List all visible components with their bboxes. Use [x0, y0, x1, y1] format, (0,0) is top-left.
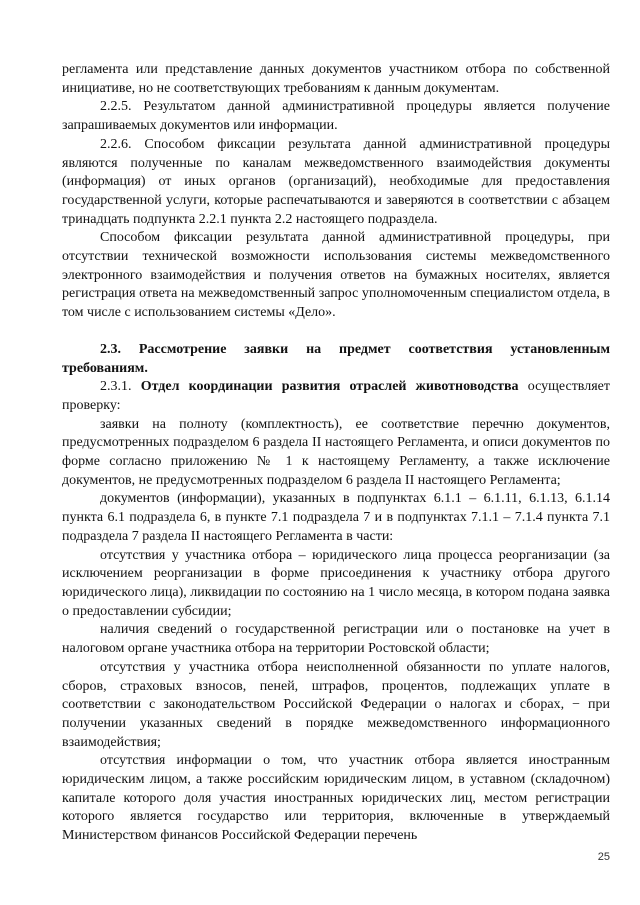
section-heading-2-3: 2.3. Рассмотрение заявки на предмет соответствия установленным требованиям. — [62, 341, 610, 376]
paragraph-2-3-1-number: 2.3.1. — [100, 379, 141, 395]
paragraph-continuation: регламента или представление данных документов участником отбора по собственной инициативе, но не соответствующих требованиям к данным документам. — [62, 62, 610, 96]
paragraph-foreign-entity: отсутствия информации о том, что участник отбора является иностранным юридическим лицом, а также российским юридическим лицом, в уставном (складочном) капитале которого доля участия иностранных юридических лиц, местом регистрации которого является государство или территория, включенные в утверждаемый Министерством финансов Российской Федерации перечень — [62, 753, 610, 844]
paragraph-2-2-5: 2.2.5. Результатом данной административной процедуры является получение запрашиваемых документов или информации. — [62, 99, 610, 134]
department-name: Отдел координации развития отраслей животноводства — [140, 379, 519, 395]
paragraph-fixation-method: Способом фиксации результата данной административной процедуры, при отсутствии технической возможности использования системы межведомственного электронного взаимодействия и получения ответов на бумажных носителях, является регистрация ответа на межведомственный запрос уполномоченным специалистом отдела, в том числе с использованием системы «Дело». — [62, 230, 610, 321]
paragraph-reorganization: отсутствия у участника отбора – юридического лица процесса реорганизации (за исключением реорганизации в форме присоединения к участнику отбора другого юридического лица), ликвидации по состоянию на 1 число месяца, в котором подана заявка о предоставлении субсидии; — [62, 547, 610, 619]
paragraph-2-3-1 — [62, 378, 610, 415]
document-body — [62, 61, 610, 846]
paragraph-tax-obligations: отсутствия у участника отбора неисполненной обязанности по уплате налогов, сборов, страховых взносов, пеней, штрафов, процентов, подлежащих уплате в соответствии с законодательством Российской Федерации о налогах и сборах, − при получении указанных сведений в порядке межведомственного информационного взаимодействия; — [62, 659, 610, 750]
paragraph-check-completeness: заявки на полноту (комплектность), ее соответствие перечню документов, предусмотренных подразделом 6 раздела II настоящего Регламента, и описи документов по форме согласно приложению № 1 к настоящему Регламенту, а также исключение документов, не предусмотренных подразделом 6 раздела II настоящего Регламента; — [62, 416, 610, 488]
paragraph-2-2-6: 2.2.6. Способом фиксации результата данной административной процедуры являются полученные по каналам межведомственного взаимодействия документы (информация) от иных органов (организаций), необходимые для предоставления государственной услуги, которые распечатываются и заверяются в соответствии с абзацем тринадцать подпункта 2.2.1 пункта 2.2 настоящего подраздела. — [62, 136, 610, 227]
paragraph-check-documents: документов (информации), указанных в подпунктах 6.1.1 – 6.1.11, 6.1.13, 6.1.14 пункта 6.1 подраздела 6, в пункте 7.1 подраздела 7 и в подпунктах 7.1.1 – 7.1.4 пункта 7.1 подраздела 7 раздела II настоящего Регламента в части: — [62, 491, 610, 544]
paragraph-2-3-1-rest: осуществляет проверку: — [62, 379, 610, 413]
page-number: 25 — [597, 851, 610, 863]
paragraph-registration: наличия сведений о государственной регистрации или о постановке на учет в налоговом органе участника отбора на территории Ростовской области; — [62, 622, 610, 657]
section-spacer — [62, 323, 610, 341]
